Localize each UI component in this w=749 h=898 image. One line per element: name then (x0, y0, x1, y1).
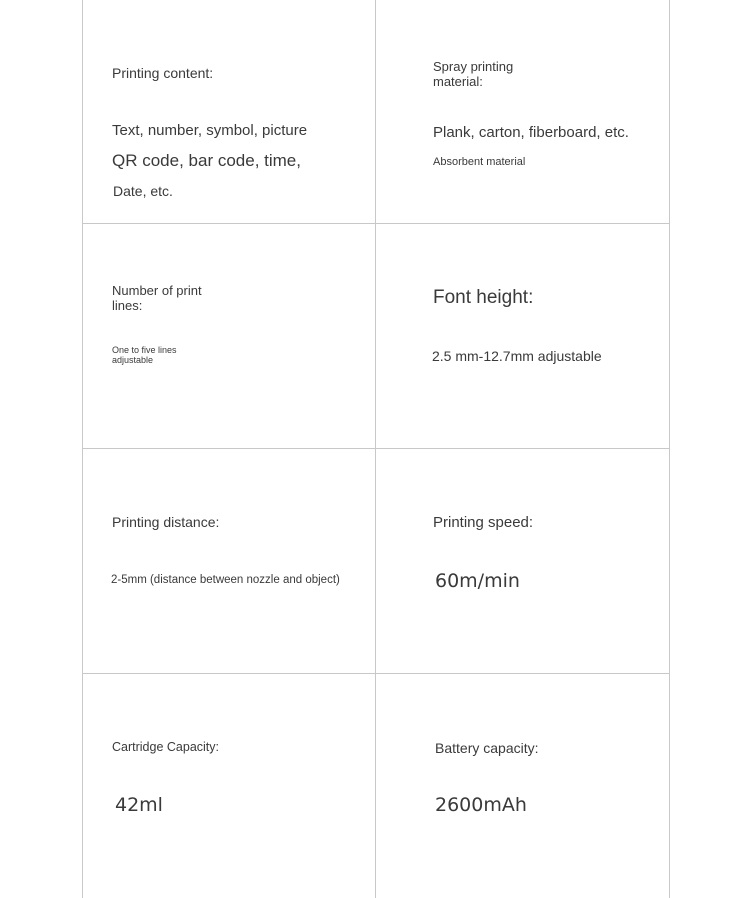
spec-cell-cartridge-capacity (82, 674, 375, 898)
spec-cell-battery-capacity (376, 674, 669, 898)
spec-label: Number of print lines: (112, 283, 202, 313)
spec-value: One to five lines adjustable (112, 345, 177, 365)
spec-label: Spray printing material: (433, 59, 514, 89)
spec-value-line: Text, number, symbol, picture (112, 122, 308, 139)
spec-cell-printing-speed (376, 449, 669, 673)
spec-cell-font-height (376, 224, 669, 448)
spec-cell-print-lines (82, 224, 375, 448)
spec-grid (82, 0, 670, 898)
spec-label: Battery capacity: (435, 740, 539, 756)
spec-note: Absorbent material (433, 156, 526, 168)
spec-label: Printing content: (112, 65, 214, 81)
spec-value: Plank, carton, fiberboard, etc. (433, 124, 629, 141)
spec-label: Printing distance: (112, 514, 220, 530)
spec-cell-printing-content (82, 0, 375, 222)
spec-label: Cartridge Capacity: (112, 740, 219, 754)
spec-value: 60m/min (435, 570, 520, 592)
spec-value-line: QR code, bar code, time, (112, 151, 301, 170)
spec-cell-spray-material (376, 0, 669, 222)
spec-cell-printing-distance (82, 449, 375, 673)
spec-value: 2-5mm (distance between nozzle and object) (111, 574, 340, 586)
spec-value: 2600mAh (435, 794, 527, 816)
spec-value-line: Date, etc. (113, 183, 173, 199)
spec-label: Printing speed: (433, 514, 534, 531)
spec-label: Font height: (433, 287, 534, 308)
grid-line-right (669, 0, 670, 898)
spec-value: 2.5 mm-12.7mm adjustable (432, 348, 602, 364)
spec-value: 42ml (115, 794, 163, 816)
